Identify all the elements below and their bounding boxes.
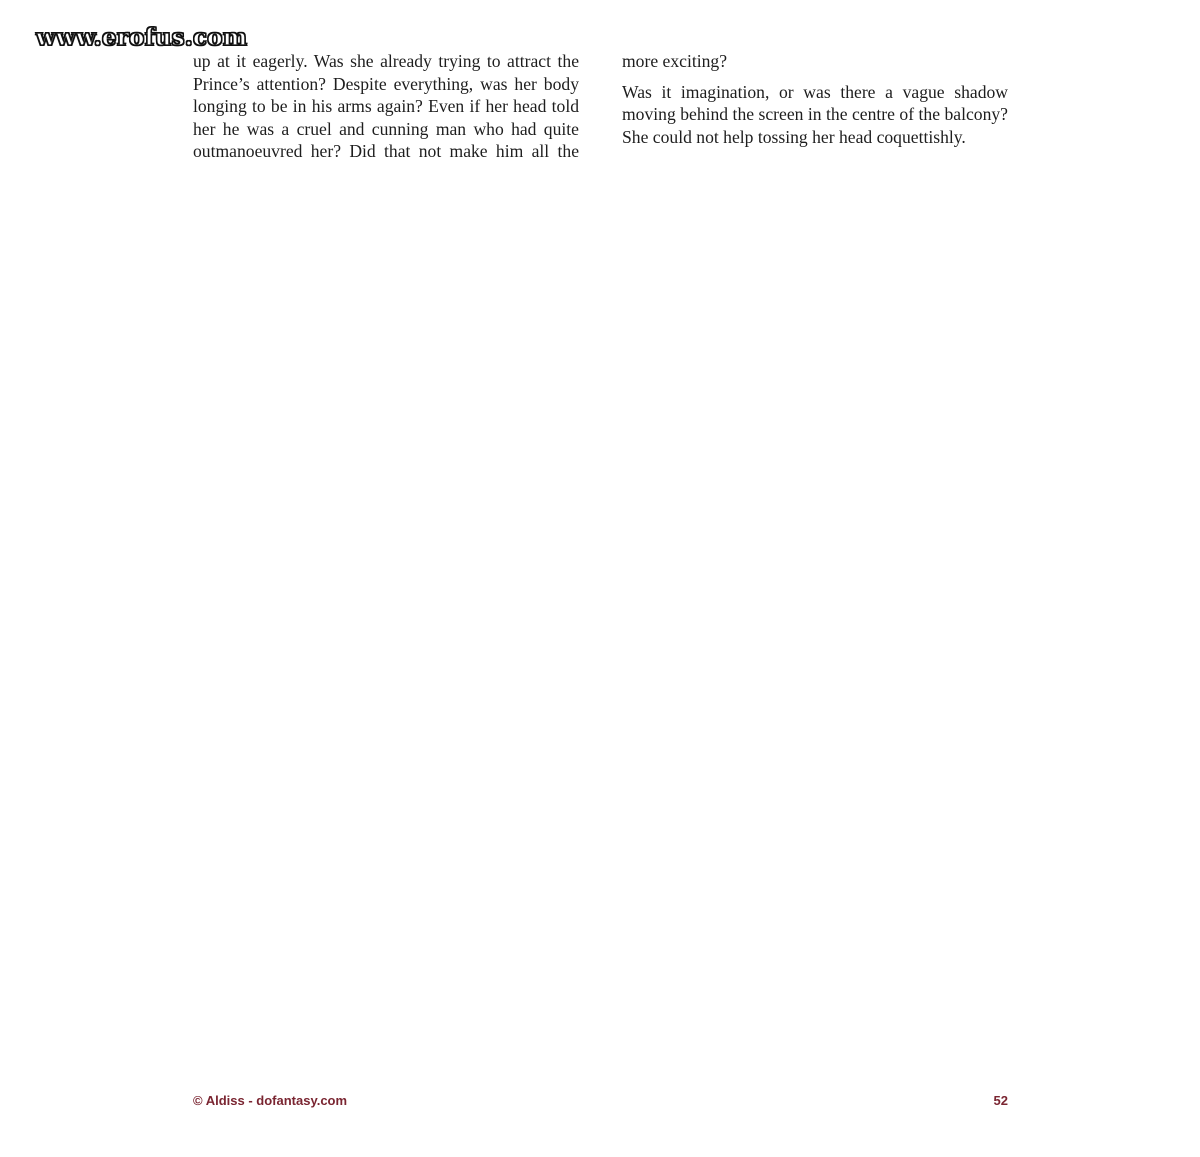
paragraph: up at it eagerly. Was she already trying to attract the Prince’s attention? Despite everything, was her body longing to be in his arms again? Even if her head told her he was a cruel and cunning man who had quite outmanoeuvred her? Did that not make him all the	[193, 51, 579, 162]
text-column-right	[622, 50, 1008, 156]
site-watermark: www.erofus.com	[36, 24, 248, 51]
footer-copyright: © Aldiss - dofantasy.com	[193, 1093, 348, 1108]
text-column-left	[193, 50, 579, 171]
page-number: 52	[993, 1093, 1008, 1108]
paragraph: Was it imagination, or was there a vague shadow moving behind the screen in the centre of the balcony? She could not help tossing her head coquettishly.	[622, 81, 1008, 147]
paragraph: more exciting?	[622, 51, 728, 71]
